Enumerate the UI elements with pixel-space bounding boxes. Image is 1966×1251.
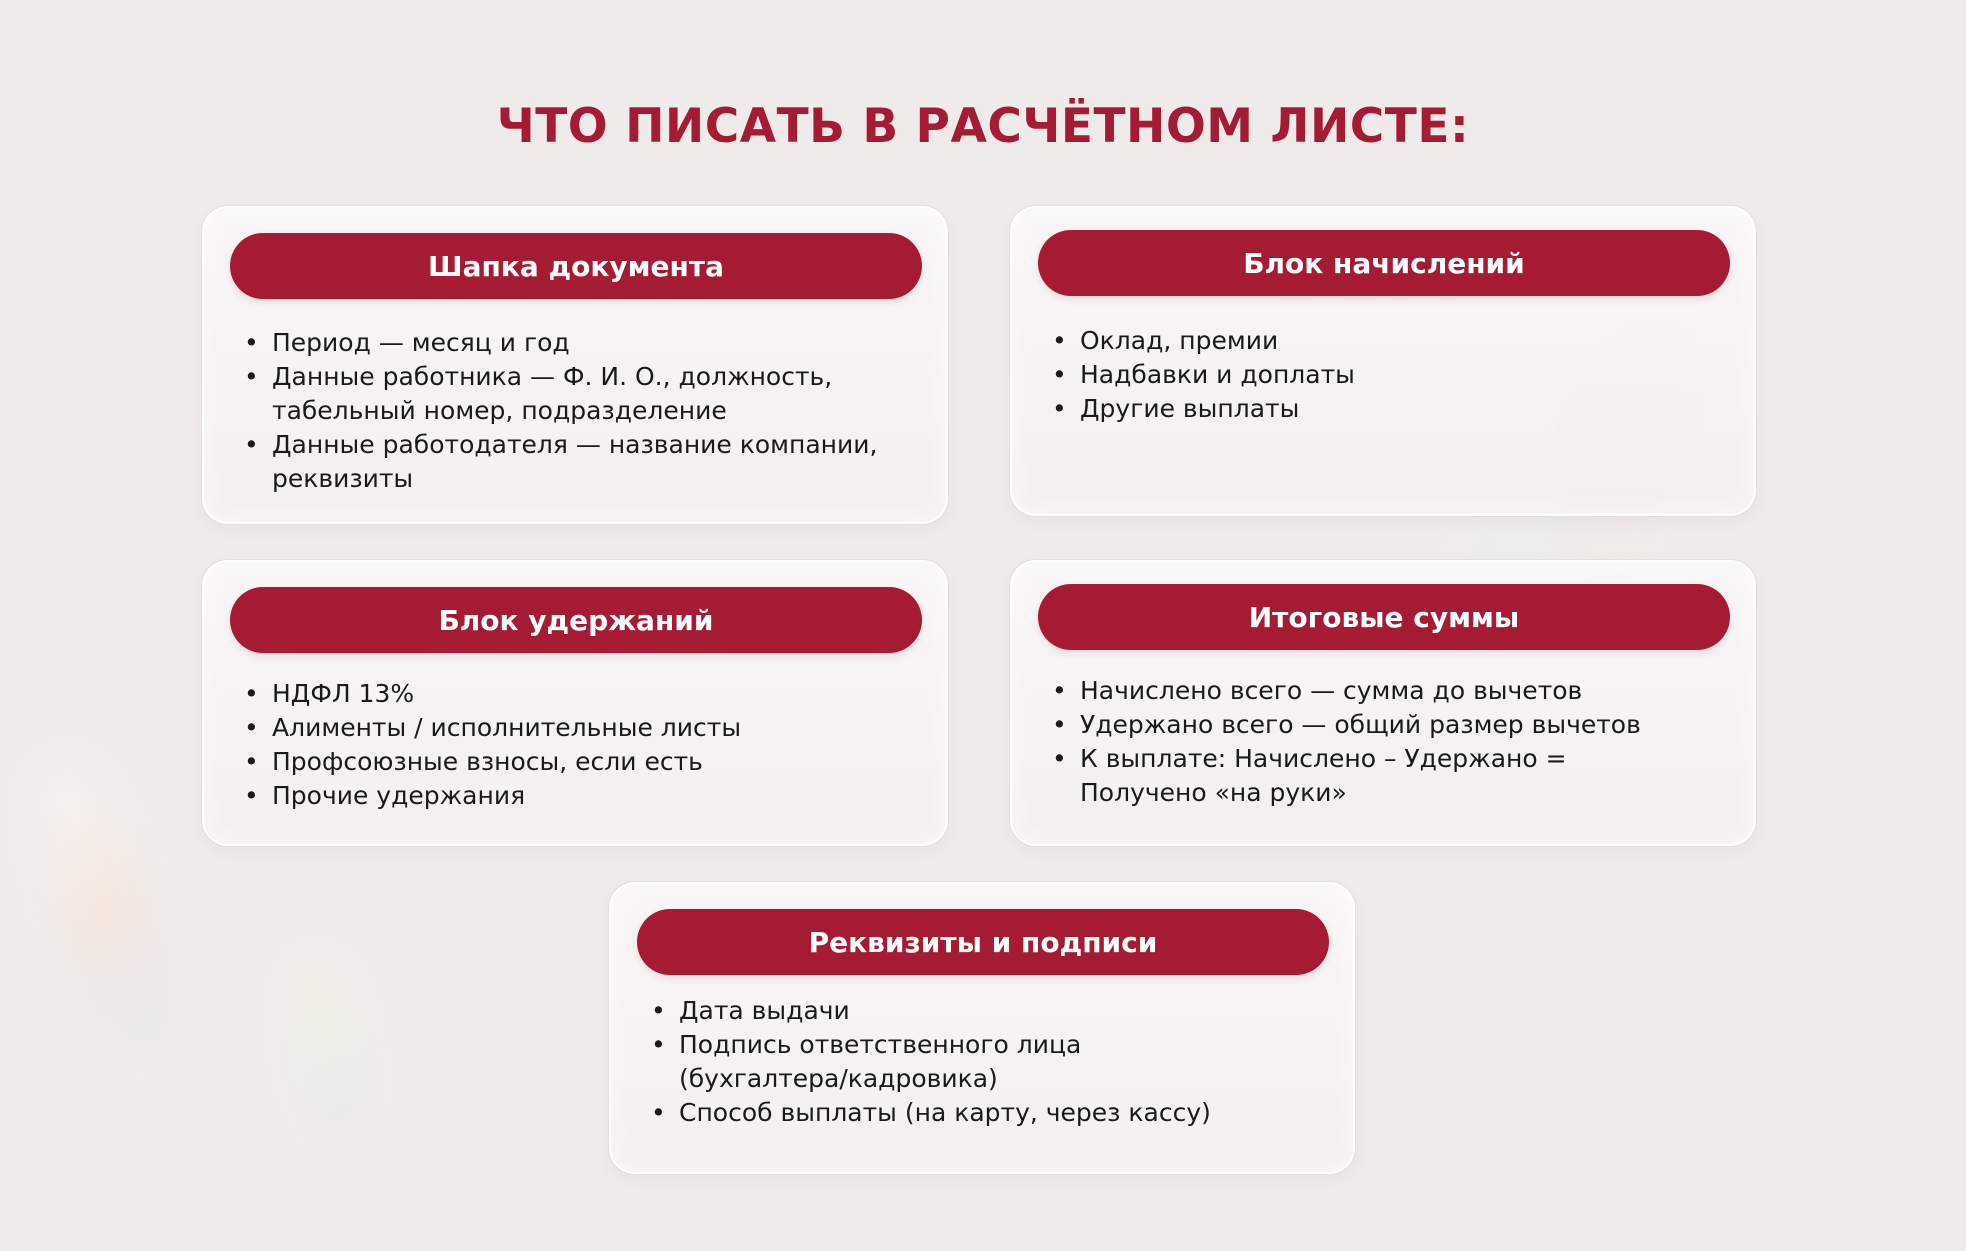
bullet-icon: •	[244, 679, 259, 708]
list-item	[244, 711, 904, 745]
list-item-text: Алименты / исполнительные листы	[272, 713, 742, 742]
list-item-text: Данные работника — Ф. И. О., должность, табельный номер, подразделение	[272, 362, 833, 425]
bullet-list	[1052, 324, 1712, 426]
list-item-text: Дата выдачи	[679, 996, 850, 1025]
bullet-list	[244, 677, 904, 813]
bullet-icon: •	[244, 430, 259, 459]
bullet-icon: •	[1052, 744, 1067, 773]
list-item-text: Подпись ответственного лица (бухгалтера/кадровика)	[679, 1030, 1082, 1093]
page-title: ЧТО ПИСАТЬ В РАСЧЁТНОМ ЛИСТЕ:	[496, 99, 1470, 154]
document-header-card	[202, 206, 948, 524]
card-title: Реквизиты и подписи	[637, 909, 1329, 975]
bullet-icon: •	[244, 713, 259, 742]
bullet-icon: •	[1052, 394, 1067, 423]
bullet-list	[651, 994, 1311, 1130]
decorative-light-glow	[16, 753, 194, 1066]
accruals-card	[1010, 206, 1756, 516]
list-item-text: Другие выплаты	[1080, 394, 1300, 423]
bullet-icon: •	[244, 362, 259, 391]
bullet-icon: •	[1052, 710, 1067, 739]
card-title: Итоговые суммы	[1038, 584, 1730, 650]
list-item	[244, 326, 904, 360]
bullet-icon: •	[244, 747, 259, 776]
decorative-light-glow	[284, 956, 376, 1154]
list-item	[1052, 742, 1712, 810]
list-item	[1052, 708, 1712, 742]
bullet-icon: •	[651, 1098, 666, 1127]
requisites-card	[609, 882, 1355, 1174]
list-item-text: Удержано всего — общий размер вычетов	[1080, 710, 1641, 739]
list-item	[1052, 392, 1712, 426]
list-item	[651, 1096, 1311, 1130]
list-item	[244, 360, 904, 428]
list-item	[651, 994, 1311, 1028]
list-item	[244, 428, 904, 496]
list-item	[1052, 324, 1712, 358]
list-item	[244, 677, 904, 711]
bullet-icon: •	[651, 996, 666, 1025]
list-item	[244, 779, 904, 813]
card-title: Блок удержаний	[230, 587, 922, 653]
list-item-text: НДФЛ 13%	[272, 679, 415, 708]
card-title: Блок начислений	[1038, 230, 1730, 296]
list-item-text: К выплате: Начислено – Удержано = Получено «на руки»	[1080, 744, 1567, 807]
bullet-list	[1052, 674, 1712, 810]
list-item-text: Данные работодателя — название компании, реквизиты	[272, 430, 878, 493]
list-item	[1052, 674, 1712, 708]
deductions-card	[202, 560, 948, 846]
list-item	[651, 1028, 1311, 1096]
list-item-text: Период — месяц и год	[272, 328, 570, 357]
bullet-icon: •	[1052, 360, 1067, 389]
list-item	[1052, 358, 1712, 392]
list-item-text: Оклад, премии	[1080, 326, 1279, 355]
bullet-icon: •	[1052, 326, 1067, 355]
list-item-text: Начислено всего — сумма до вычетов	[1080, 676, 1583, 705]
list-item-text: Надбавки и доплаты	[1080, 360, 1355, 389]
bullet-list	[244, 326, 904, 496]
list-item-text: Прочие удержания	[272, 781, 526, 810]
totals-card	[1010, 560, 1756, 846]
bullet-icon: •	[651, 1030, 666, 1059]
bullet-icon: •	[244, 781, 259, 810]
list-item	[244, 745, 904, 779]
card-title: Шапка документа	[230, 233, 922, 299]
list-item-text: Профсоюзные взносы, если есть	[272, 747, 703, 776]
list-item-text: Способ выплаты (на карту, через кассу)	[679, 1098, 1211, 1127]
bullet-icon: •	[244, 328, 259, 357]
bullet-icon: •	[1052, 676, 1067, 705]
